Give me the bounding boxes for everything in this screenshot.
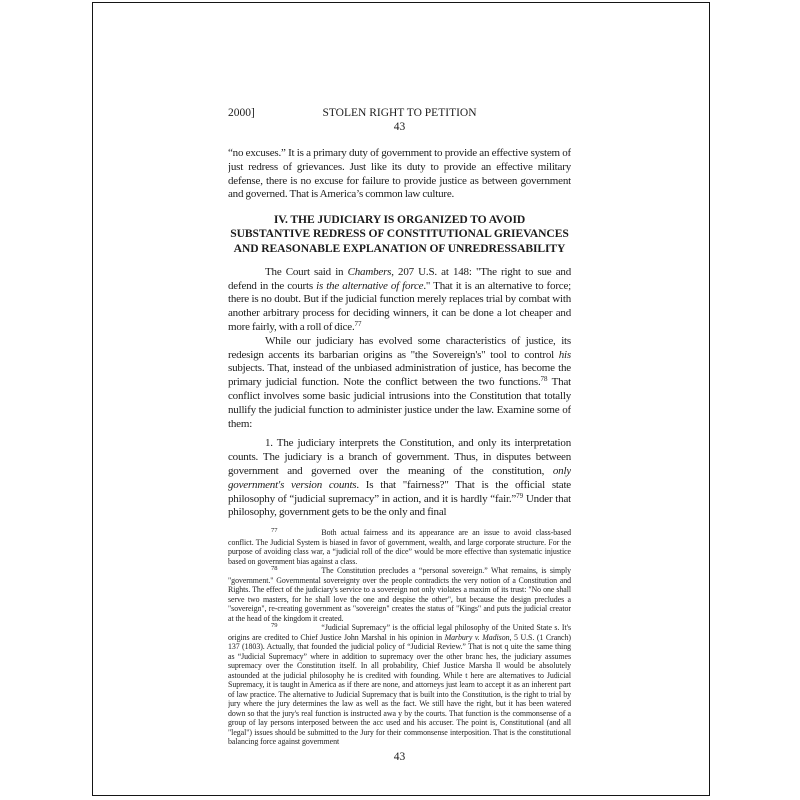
text-run: . Is that "fairness?" That is the official state philosophy of “judicial supremacy” in action, and it is hardly “fair.” [228, 478, 571, 505]
text-run: , 5 U.S. (1 Cranch) 137 (1803). Actually, that founded the judicial policy of “Judicial Review.” That is not q uite the same thing as “Judicial Supremacy” where in addition to supremacy over the other branc hes, the judiciary assumes supremacy over the Constitution itself. In all probability, Chief Justice Marsha ll would be absolutely astounded at the judicial philosophy he is credited with founding. While t here are alternatives to Judicial Supremacy, it is taught in America as if there are none, and attorneys just learn to accept it as an inherent part of law practice. The alternative to Judicial Supremacy that is built into the Constitution, is the right to trial by jury where the jury determines the law as well as the fact. We still have the right, but it has been watered down so that the jury's real function is instructed awa y by the courts. That function is the commonsense of a group of lay persons interposed between the acc used and his accuser. The point is, Constitutional (and all "legal") issues should be submitted to the Jury for their commonsense interposition. That is the constitutional balancing force against government [228, 632, 571, 747]
text-run: Under that philosophy, government gets to be the only and final [228, 492, 571, 519]
text-run: , 207 U.S. at 148: "The right to sue and defend in the courts [228, 265, 571, 292]
body-paragraph [228, 437, 571, 520]
footer-page-number: 43 [393, 751, 406, 763]
text-run: The Constitution precludes a “personal sovereign.” What remains, is simply "government." Governmental sovereignty over the people contradicts the very notion of a Constitution and Rights. The effect of the judiciary's service to a sovereign not only violates a maxim of its trust: "No one shall serve two masters, for he shall love the one and despise the other", but because the design precludes a "sovereign", re-creating government as "sovereign" creates the status of "Kings" and puts the judicial creator at the head of the kingdom it created. [228, 566, 571, 623]
italic-text: only government's version counts [228, 464, 571, 491]
footnotes-section [228, 528, 571, 747]
italic-text: is the alternative of force [316, 279, 424, 292]
body-paragraph [228, 335, 571, 432]
footnote-77 [228, 528, 571, 566]
section-heading [228, 213, 571, 256]
footnote-number: 78 [271, 565, 278, 573]
text-run: “no excuses.” It is a primary duty of government to provide an effective system of just redress of grievances. Just like its duty to provide an effective military defense, there is no excuse for failure to provide justice as between government and governed. That is America’s common law culture. [228, 147, 571, 201]
header-page-number: 43 [393, 121, 406, 133]
body-paragraph [228, 147, 571, 202]
section-heading-line: AND REASONABLE EXPLANATION OF UNREDRESSABILITY [233, 241, 566, 255]
italic-text: Chambers [347, 265, 392, 278]
text-run: subjects. That, instead of the unbiased administration of justice, has become the primary judicial function. Note the conflict between the two functions. [228, 362, 571, 389]
running-header [228, 106, 571, 120]
document-page [228, 106, 571, 747]
text-run: 1. The judiciary interprets the Constitution, and only its interpretation counts. The judiciary is a branch of government. Thus, in disputes between government and governed over the meaning of the constitution, [228, 437, 571, 477]
footnote-marker: 77 [354, 319, 362, 328]
body-text [228, 147, 571, 520]
footnote-number: 79 [271, 622, 278, 630]
text-run: Both actual fairness and its appearance are an issue to avoid class-based conflict. The Judicial System is biased in favor of government, wealth, and large corporate structure. For the purpose of avoiding class war, a “judicial roll of the dice” would be more effective than systematic injustice based on government bias against a class. [228, 528, 571, 566]
italic-text: his [558, 348, 571, 361]
footnote-78 [228, 566, 571, 623]
footnote-79 [228, 623, 571, 747]
text-run: ." That it is an alternative to force; there is no doubt. But if the judicial function merely replaces trial by combat with another arbitrary process for deciding winners, it can be done a lot cheaper and more fairly, with a roll of dice. [228, 279, 571, 333]
body-paragraph [228, 266, 571, 335]
text-run: “Judicial Supremacy” is the official legal philosophy of the United State s. It's origins are credited to Chief Justice John Marshal in his opinion in [228, 623, 571, 642]
header-year-bracket: 2000] [228, 107, 255, 119]
footnote-number: 77 [271, 527, 278, 535]
footnote-marker: 79 [516, 491, 524, 500]
text-run: The Court said in [265, 265, 348, 278]
section-heading-line: IV. THE JUDICIARY IS ORGANIZED TO AVOID [273, 213, 526, 227]
footnote-marker: 78 [540, 375, 548, 384]
header-running-title: STOLEN RIGHT TO PETITION [322, 107, 477, 119]
text-run: While our judiciary has evolved some characteristics of justice, its redesign accents its barbarian origins as "the Sovereign's" tool to control [228, 334, 571, 361]
section-heading-line: SUBSTANTIVE REDRESS OF CONSTITUTIONAL GRIEVANCES [230, 227, 569, 241]
italic-text: Marbury v. Madison [444, 632, 510, 642]
text-run: That conflict involves some basic judicial intrusions into the Constitution that totally nullify the judicial function to administer justice under the law. Examine some of them: [228, 376, 571, 430]
